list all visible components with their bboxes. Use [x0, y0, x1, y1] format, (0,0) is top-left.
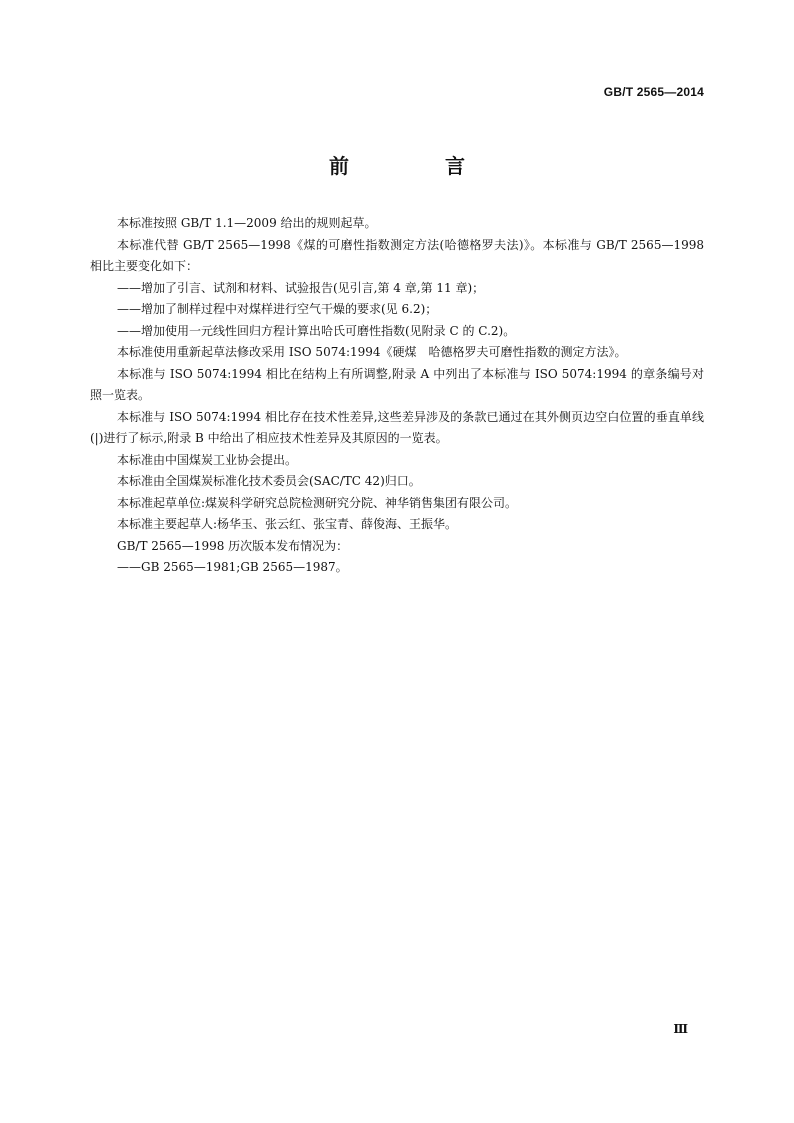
change-item-regression: ——增加使用一元线性回归方程计算出哈氏可磨性指数(见附录 C 的 C.2)。 — [117, 323, 516, 338]
paragraph-drafting-organizations: 本标准起草单位:煤炭科学研究总院检测研究分院、神华销售集团有限公司。 — [117, 495, 518, 510]
paragraph-iso-adoption: 本标准使用重新起草法修改采用 ISO 5074:1994《硬煤 哈德格罗夫可磨性指数的测定方法》。 — [117, 345, 627, 359]
paragraph-drafting-rules: 本标准按照 GB/T 1.1—2009 给出的规则起草。 — [117, 216, 377, 230]
change-item-introduction: ——增加了引言、试剂和材料、试验报告(见引言,第 4 章,第 11 章)； — [117, 280, 485, 295]
section-title: 前 言 — [329, 154, 503, 178]
change-item-air-drying: ——增加了制样过程中对煤样进行空气干燥的要求(见 6.2)； — [117, 302, 438, 316]
paragraph-technical-committee: 本标准由全国煤炭标准化技术委员会(SAC/TC 42)归口。 — [117, 474, 421, 488]
paragraph-structure-differences: 本标准与 ISO 5074:1994 相比在结构上有所调整,附录 A 中列出了本标准与 ISO 5074:1994 的章条编号对照一览表。 — [90, 366, 704, 402]
paragraph-technical-differences: 本标准与 ISO 5074:1994 相比存在技术性差异,这些差异涉及的条款已通过在其外侧页边空白位置的垂直单线(|)进行了标示,附录 B 中给出了相应技术性差异及其原因的一览表。 — [90, 409, 704, 445]
paragraph-replaces-standard: 本标准代替 GB/T 2565—1998《煤的可磨性指数测定方法(哈德格罗夫法)》。本标准与 GB/T 2565—1998 相比主要变化如下： — [90, 237, 704, 273]
previous-editions-list: ——GB 2565—1981;GB 2565—1987。 — [117, 560, 348, 574]
standard-number-header: GB/T 2565—2014 — [603, 85, 704, 99]
paragraph-drafters: 本标准主要起草人:杨华玉、张云红、张宝青、薛俊海、王振华。 — [117, 517, 458, 531]
page-number: Ⅲ — [673, 1022, 688, 1036]
paragraph-previous-editions: GB/T 2565—1998 历次版本发布情况为： — [117, 538, 349, 553]
foreword-body — [90, 213, 704, 579]
paragraph-proposed-by: 本标准由中国煤炭工业协会提出。 — [117, 452, 298, 467]
